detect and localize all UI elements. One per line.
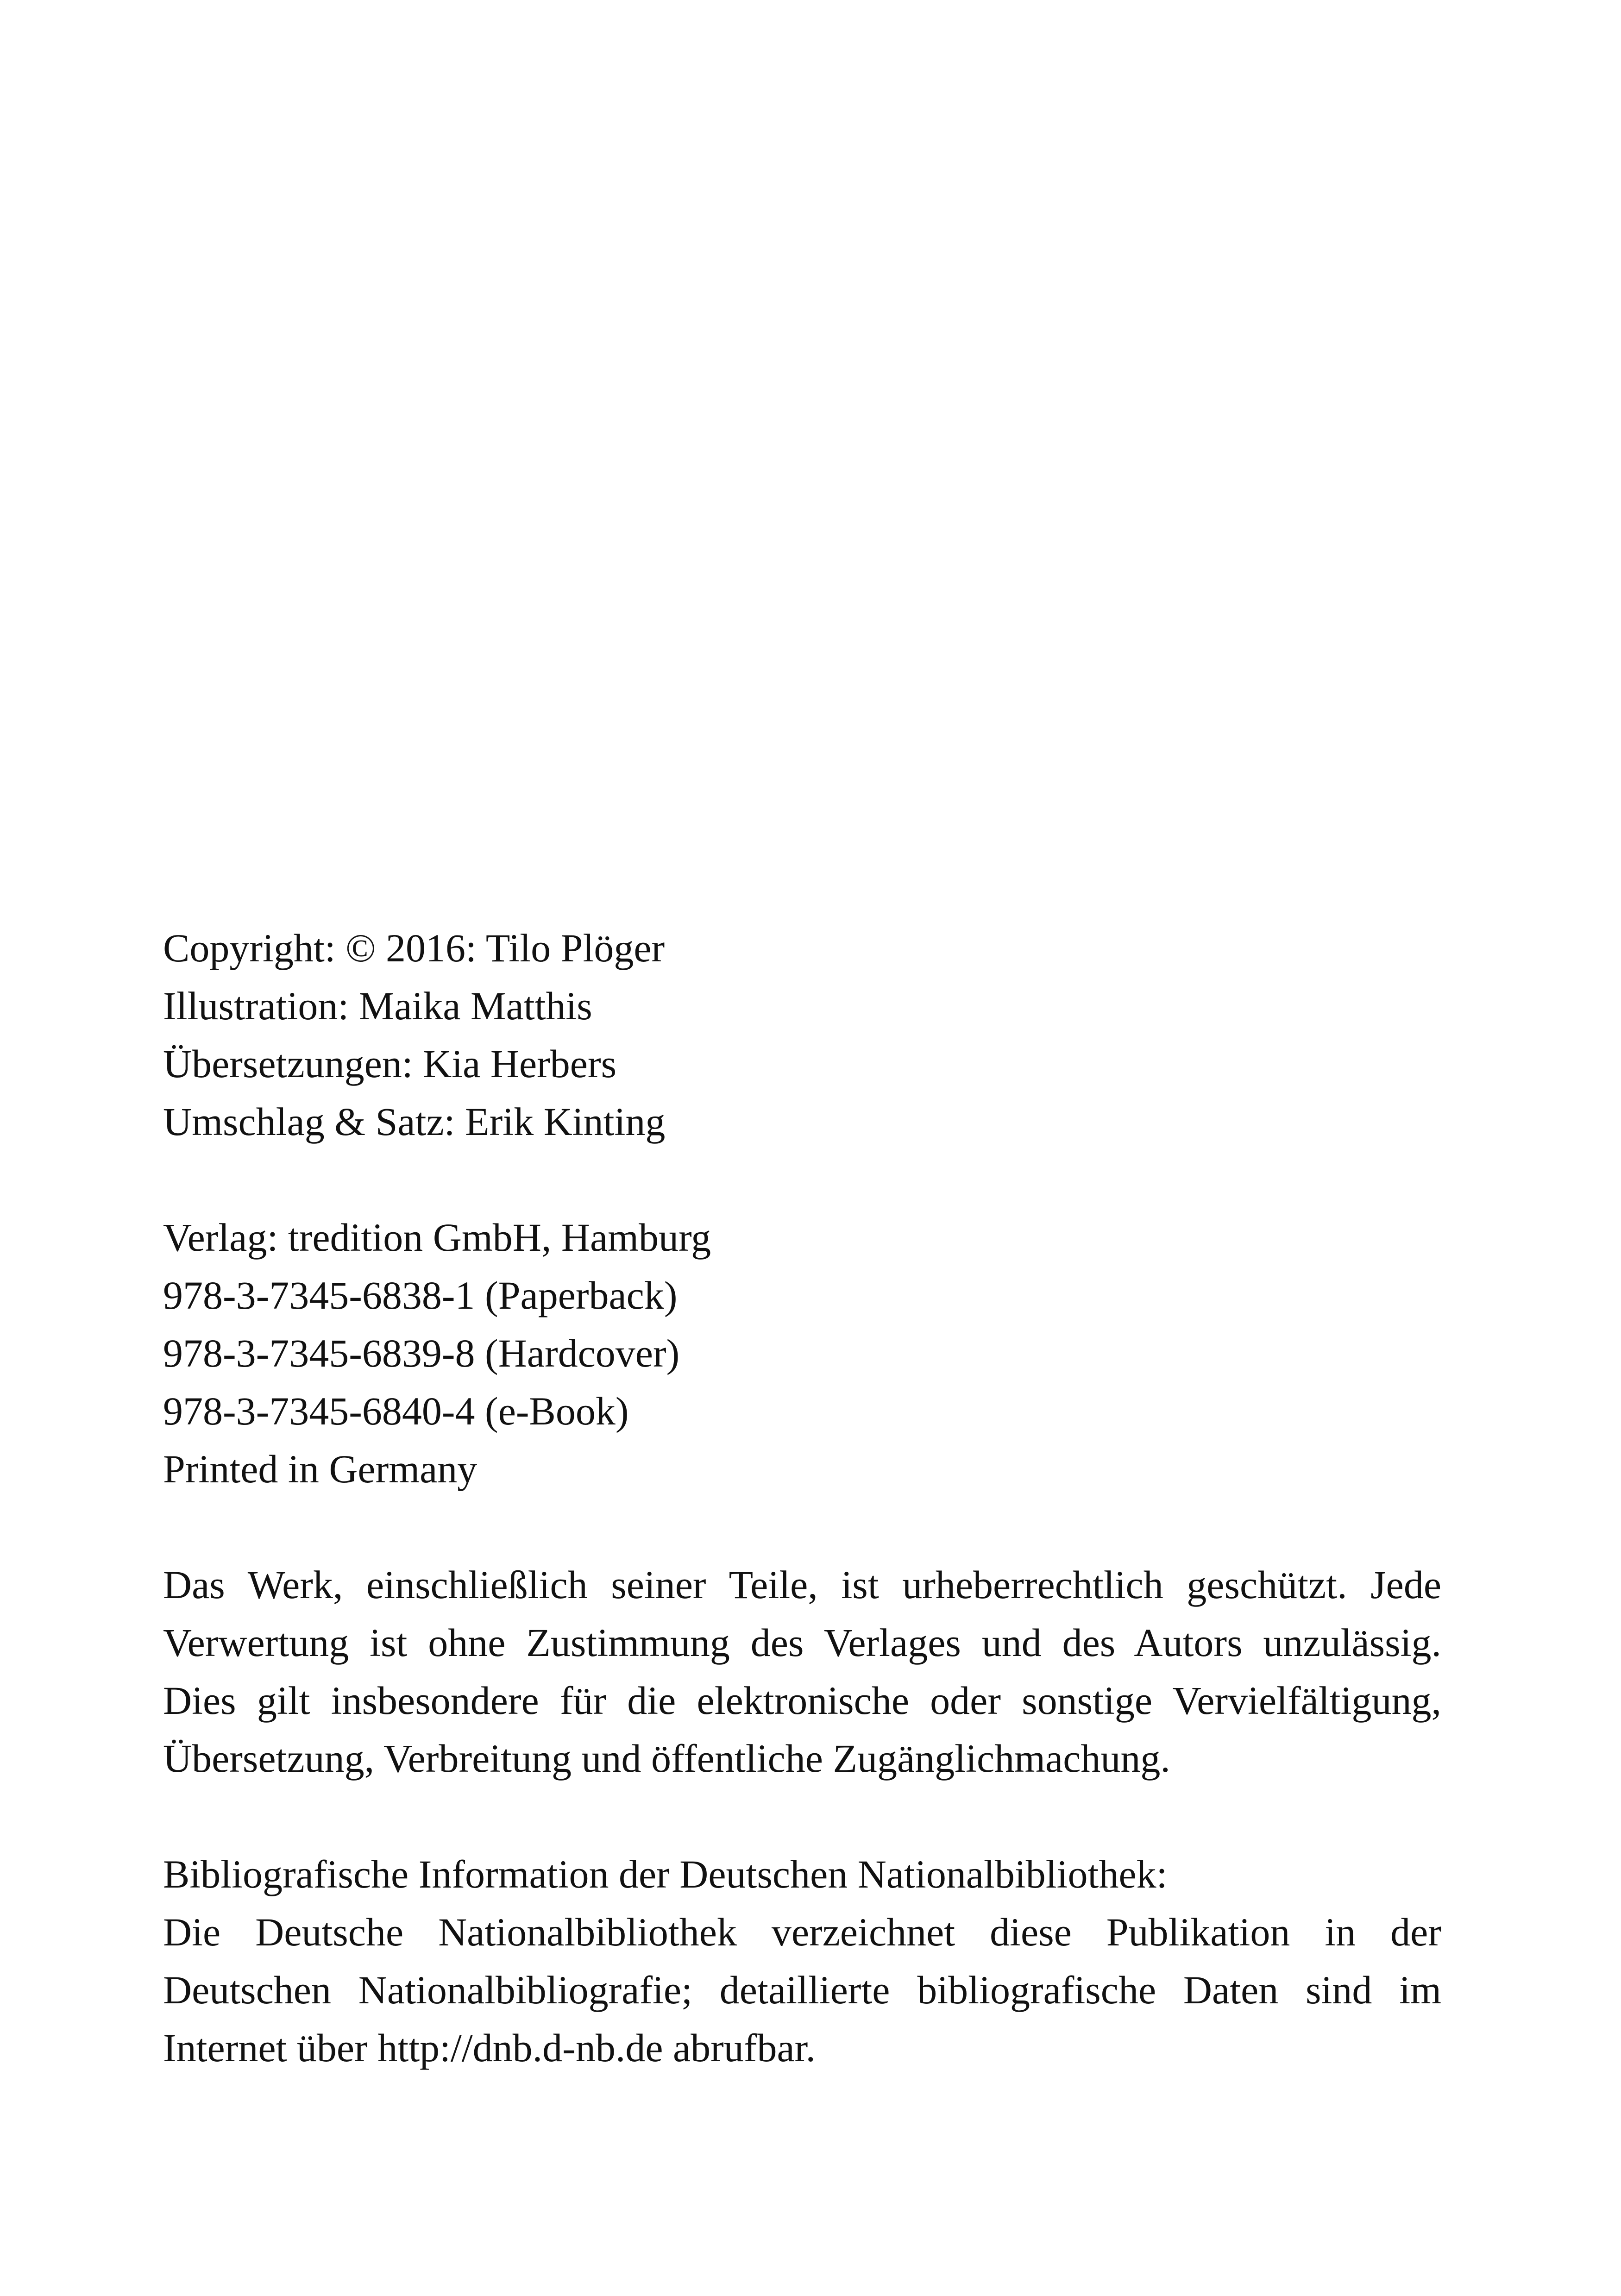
bibliography-line: Internet über http://dnb.d-nb.de abrufbar. — [163, 2026, 816, 2070]
spacer — [163, 1788, 1441, 1845]
spacer — [163, 1498, 1441, 1556]
illustration-line: Illustration: Maika Matthis — [163, 984, 592, 1028]
imprint-content — [163, 919, 1441, 2077]
legal-line: Das Werk, einschließlich seiner Teile, ist urheberrechtlich geschützt. Jede — [163, 1562, 1441, 1607]
printed-in-line: Printed in Germany — [163, 1447, 478, 1491]
isbn-hardcover: 978-3-7345-6839-8 (Hardcover) — [163, 1331, 680, 1375]
legal-line: Übersetzung, Verbreitung und öffentliche Zugänglichmachung. — [163, 1736, 1170, 1781]
copyright-line: Copyright: © 2016: Tilo Plöger — [163, 926, 665, 970]
bibliography-heading: Bibliografische Information der Deutschen Nationalbibliothek: — [163, 1852, 1168, 1896]
bibliography-line: Die Deutsche Nationalbibliothek verzeichnet diese Publikation in der — [163, 1910, 1441, 1954]
credits-block — [163, 919, 1441, 1151]
bibliographic-information — [163, 1845, 1441, 2077]
legal-notice — [163, 1556, 1441, 1788]
publisher-block — [163, 1209, 1441, 1498]
isbn-ebook: 978-3-7345-6840-4 (e-Book) — [163, 1389, 629, 1433]
legal-line: Dies gilt insbesondere für die elektronische oder sonstige Vervielfältigung, — [163, 1678, 1441, 1723]
translations-line: Übersetzungen: Kia Herbers — [163, 1041, 617, 1086]
legal-line: Verwertung ist ohne Zustimmung des Verlages und des Autors unzulässig. — [163, 1620, 1441, 1665]
bibliography-line: Deutschen Nationalbibliografie; detaillierte bibliografische Daten sind im — [163, 1968, 1441, 2012]
spacer — [163, 1151, 1441, 1209]
cover-typesetting-line: Umschlag & Satz: Erik Kinting — [163, 1099, 666, 1144]
publisher-line: Verlag: tredition GmbH, Hamburg — [163, 1215, 711, 1260]
isbn-paperback: 978-3-7345-6838-1 (Paperback) — [163, 1273, 678, 1317]
